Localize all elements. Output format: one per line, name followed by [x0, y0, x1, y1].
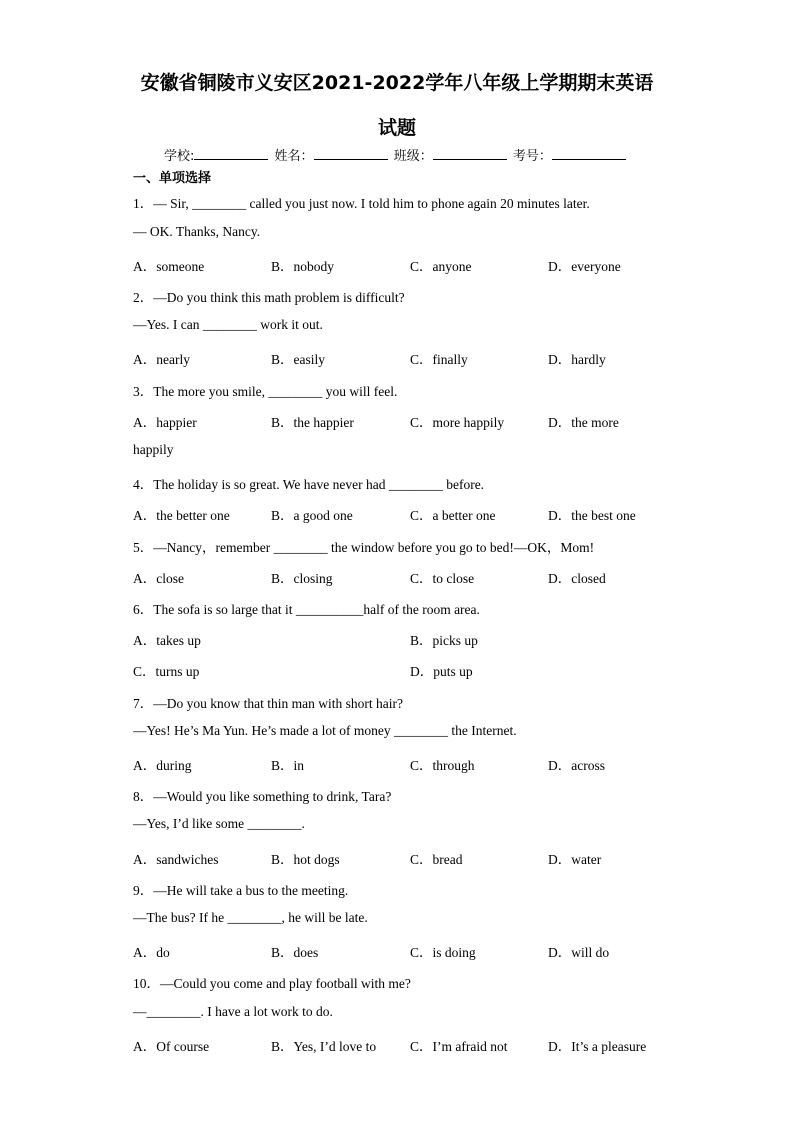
section-title: 一、单项选择 — [133, 171, 212, 186]
question-10-option-c[interactable]: C．I’m afraid not — [410, 1039, 508, 1054]
question-1-option-c[interactable]: C．anyone — [410, 259, 472, 274]
question-3-option-b[interactable]: B．the happier — [271, 415, 354, 430]
question-4-option-d[interactable]: D．the best one — [548, 508, 636, 523]
question-1-stem: 1．— Sir, ________ called you just now. I told him to phone again 20 minutes later. — [133, 196, 590, 211]
question-4-option-b[interactable]: B．a good one — [271, 508, 353, 523]
exam-title-line2: 试题 — [377, 117, 416, 139]
question-9-option-a[interactable]: A．do — [133, 945, 170, 960]
question-2-option-c[interactable]: C．finally — [410, 352, 468, 367]
question-7-stem: 7．—Do you know that thin man with short hair? — [133, 696, 403, 711]
student-info-line — [164, 145, 628, 164]
question-6-option-a[interactable]: A．takes up — [133, 633, 201, 648]
question-1-stem-2: — OK. Thanks, Nancy. — [133, 224, 261, 239]
question-7-option-a[interactable]: A．during — [133, 758, 192, 773]
question-5-option-d[interactable]: D．closed — [548, 571, 606, 586]
question-2-option-b[interactable]: B．easily — [271, 352, 325, 367]
question-7-option-c[interactable]: C．through — [410, 758, 475, 773]
question-8-option-d[interactable]: D．water — [548, 852, 602, 867]
question-2-option-a[interactable]: A．nearly — [133, 352, 190, 367]
question-6-option-b[interactable]: B．picks up — [410, 633, 478, 648]
school-label: 学校: — [164, 149, 195, 164]
question-2-option-d[interactable]: D．hardly — [548, 352, 606, 367]
question-1-option-b[interactable]: B．nobody — [271, 259, 335, 274]
number-label: 考号： — [512, 149, 552, 164]
question-9-stem-2: —The bus? If he ________, he will be late. — [133, 910, 368, 925]
question-3-option-d[interactable]: D．the more — [548, 415, 619, 430]
school-blank — [194, 147, 268, 160]
question-6-option-d[interactable]: D．puts up — [410, 664, 473, 679]
class-label: 班级： — [393, 149, 433, 164]
class-blank — [433, 147, 507, 160]
question-10-stem-2: —________. I have a lot work to do. — [133, 1004, 333, 1019]
name-blank — [314, 147, 388, 160]
question-8-option-c[interactable]: C．bread — [410, 852, 463, 867]
question-10-option-d[interactable]: D．It’s a pleasure — [548, 1039, 647, 1054]
question-8-stem: 8．—Would you like something to drink, Tara? — [133, 789, 392, 804]
question-9-option-b[interactable]: B．does — [271, 945, 319, 960]
question-5-stem: 5．—Nancy，remember ________ the window before you go to bed!—OK，Mom! — [133, 540, 595, 555]
question-6-option-c[interactable]: C．turns up — [133, 664, 200, 679]
question-3-option-a[interactable]: A．happier — [133, 415, 197, 430]
question-2-stem: 2．—Do you think this math problem is difficult? — [133, 290, 405, 305]
question-7-option-b[interactable]: B．in — [271, 758, 305, 773]
question-8-option-b[interactable]: B．hot dogs — [271, 852, 340, 867]
name-label: 姓名： — [274, 149, 314, 164]
question-8-option-a[interactable]: A．sandwiches — [133, 852, 219, 867]
question-5-option-c[interactable]: C．to close — [410, 571, 475, 586]
question-10-option-a[interactable]: A．Of course — [133, 1039, 210, 1054]
question-4-option-c[interactable]: C．a better one — [410, 508, 496, 523]
question-5-option-a[interactable]: A．close — [133, 571, 184, 586]
question-9-option-d[interactable]: D．will do — [548, 945, 610, 960]
question-1-option-a[interactable]: A．someone — [133, 259, 205, 274]
question-4-stem: 4．The holiday is so great. We have never had ________ before. — [133, 477, 485, 492]
question-10-stem: 10．—Could you come and play football with me? — [133, 976, 411, 991]
question-2-stem-2: —Yes. I can ________ work it out. — [133, 317, 323, 332]
question-4-option-a[interactable]: A．the better one — [133, 508, 230, 523]
number-blank — [552, 147, 626, 160]
question-3-stem: 3．The more you smile, ________ you will feel. — [133, 384, 398, 399]
question-7-option-d[interactable]: D．across — [548, 758, 605, 773]
question-3-option-c[interactable]: C．more happily — [410, 415, 505, 430]
question-8-stem-2: —Yes, I’d like some ________. — [133, 816, 305, 831]
question-7-stem-2: —Yes! He’s Ma Yun. He’s made a lot of money ________ the Internet. — [133, 723, 517, 738]
question-6-stem: 6．The sofa is so large that it __________half of the room area. — [133, 602, 480, 617]
question-1-option-d[interactable]: D．everyone — [548, 259, 621, 274]
question-3-option-d-continued: happily — [133, 442, 174, 457]
exam-title-line1: 安徽省铜陵市义安区2021-2022学年八年级上学期期末英语 — [140, 72, 654, 94]
question-5-option-b[interactable]: B．closing — [271, 571, 333, 586]
question-9-option-c[interactable]: C．is doing — [410, 945, 476, 960]
question-10-option-b[interactable]: B．Yes, I’d love to — [271, 1039, 377, 1054]
question-9-stem: 9．—He will take a bus to the meeting. — [133, 883, 349, 898]
